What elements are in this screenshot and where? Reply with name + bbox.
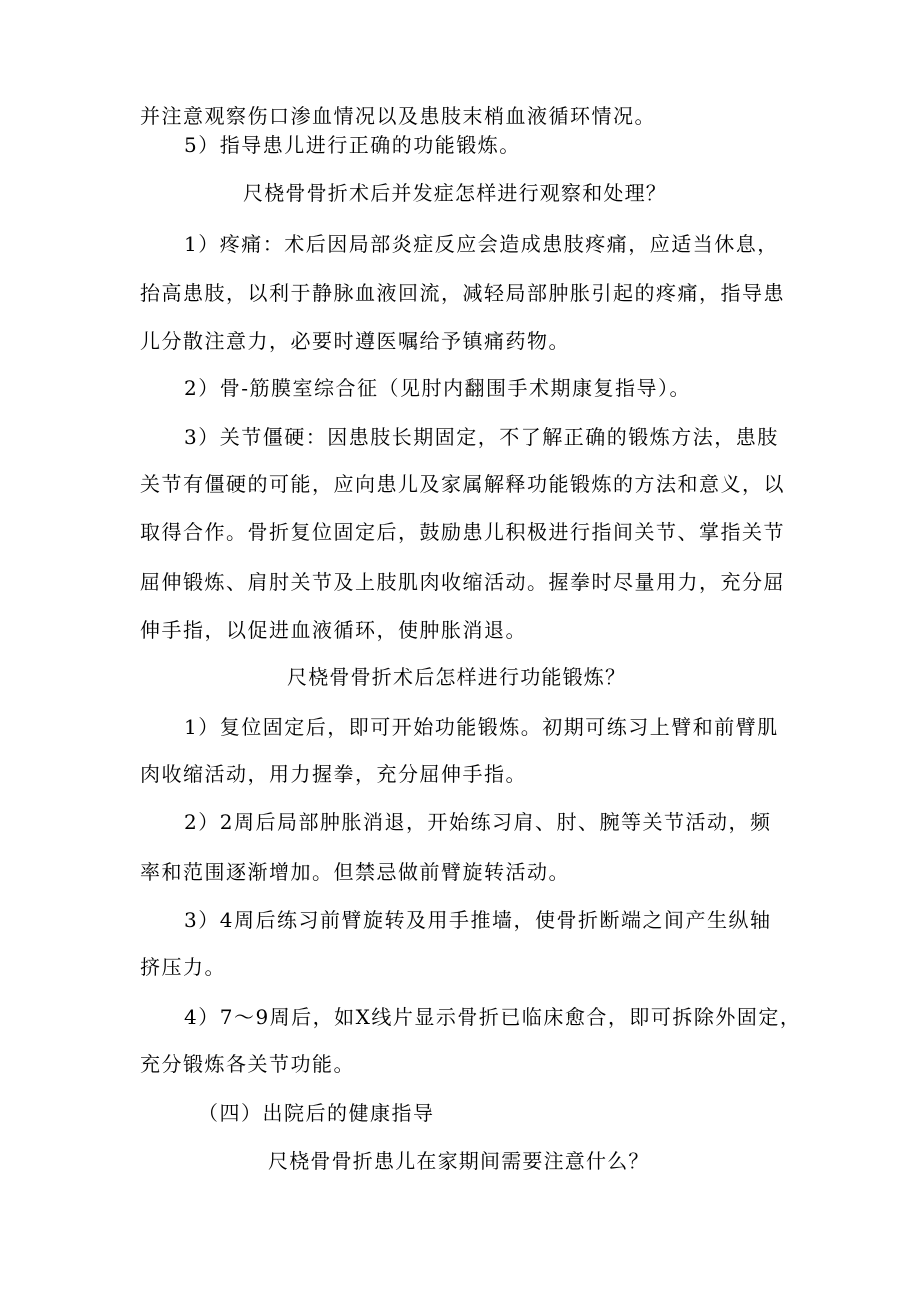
text-line-exercise-3b: 挤压力。: [140, 955, 226, 979]
text-line-stiffness-1: 3）关节僵硬：因患肢长期固定，不了解正确的锻炼方法，患肢: [184, 425, 779, 449]
text-line-exercise-2a: 2）2周后局部肿胀消退，开始练习肩、肘、腕等关节活动，频: [184, 810, 772, 834]
text-line-pain-2: 抬高患肢，以利于静脉血液回流，减轻局部肿胀引起的疼痛，指导患: [140, 281, 785, 305]
text-line-exercise-4a: 4）7～9周后，如X线片显示骨折已临床愈合，即可拆除外固定，: [184, 1005, 802, 1029]
text-line-pain-3: 儿分散注意力，必要时遵医嘱给予镇痛药物。: [140, 329, 570, 353]
text-line-stiffness-3: 取得合作。骨折复位固定后，鼓励患儿积极进行指间关节、掌指关节: [140, 520, 785, 544]
text-line-exercise-1b: 肉收缩活动，用力握拳，充分屈伸手指。: [140, 762, 527, 786]
text-line-continuation: 并注意观察伤口渗血情况以及患肢末梢血液循环情况。: [140, 104, 656, 128]
text-line-exercise-2b: 率和范围逐渐增加。但禁忌做前臂旋转活动。: [140, 860, 570, 884]
section-heading-complications: 尺桡骨骨折术后并发症怎样进行观察和处理？: [243, 181, 667, 205]
section-heading-home-care: 尺桡骨骨折患儿在家期间需要注意什么？: [268, 1149, 650, 1173]
text-line-stiffness-5: 伸手指，以促进血液循环，使肿胀消退。: [140, 618, 527, 642]
text-line-exercise-3a: 3）4周后练习前臂旋转及用手推墙，使骨折断端之间产生纵轴: [184, 908, 772, 932]
text-line-exercise-1a: 1）复位固定后，即可开始功能锻炼。初期可练习上臂和前臂肌: [184, 715, 779, 739]
text-line-compartment: 2）骨-筋膜室综合征（见肘内翻围手术期康复指导）。: [184, 376, 691, 400]
text-line-stiffness-4: 屈伸锻炼、肩肘关节及上肢肌肉收缩活动。握拳时尽量用力，充分屈: [140, 570, 785, 594]
section-heading-exercise: 尺桡骨骨折术后怎样进行功能锻炼？: [287, 665, 627, 689]
text-line-pain-1: 1）疼痛：术后因局部炎症反应会造成患肢疼痛，应适当休息，: [184, 232, 779, 256]
text-line-stiffness-2: 关节有僵硬的可能，应向患儿及家属解释功能锻炼的方法和意义，以: [140, 472, 785, 496]
text-line-exercise-4b: 充分锻炼各关节功能。: [140, 1052, 355, 1076]
subsection-heading-discharge: （四）出院后的健康指导: [198, 1101, 435, 1125]
text-line-item-5: 5）指导患儿进行正确的功能锻炼。: [184, 133, 521, 157]
